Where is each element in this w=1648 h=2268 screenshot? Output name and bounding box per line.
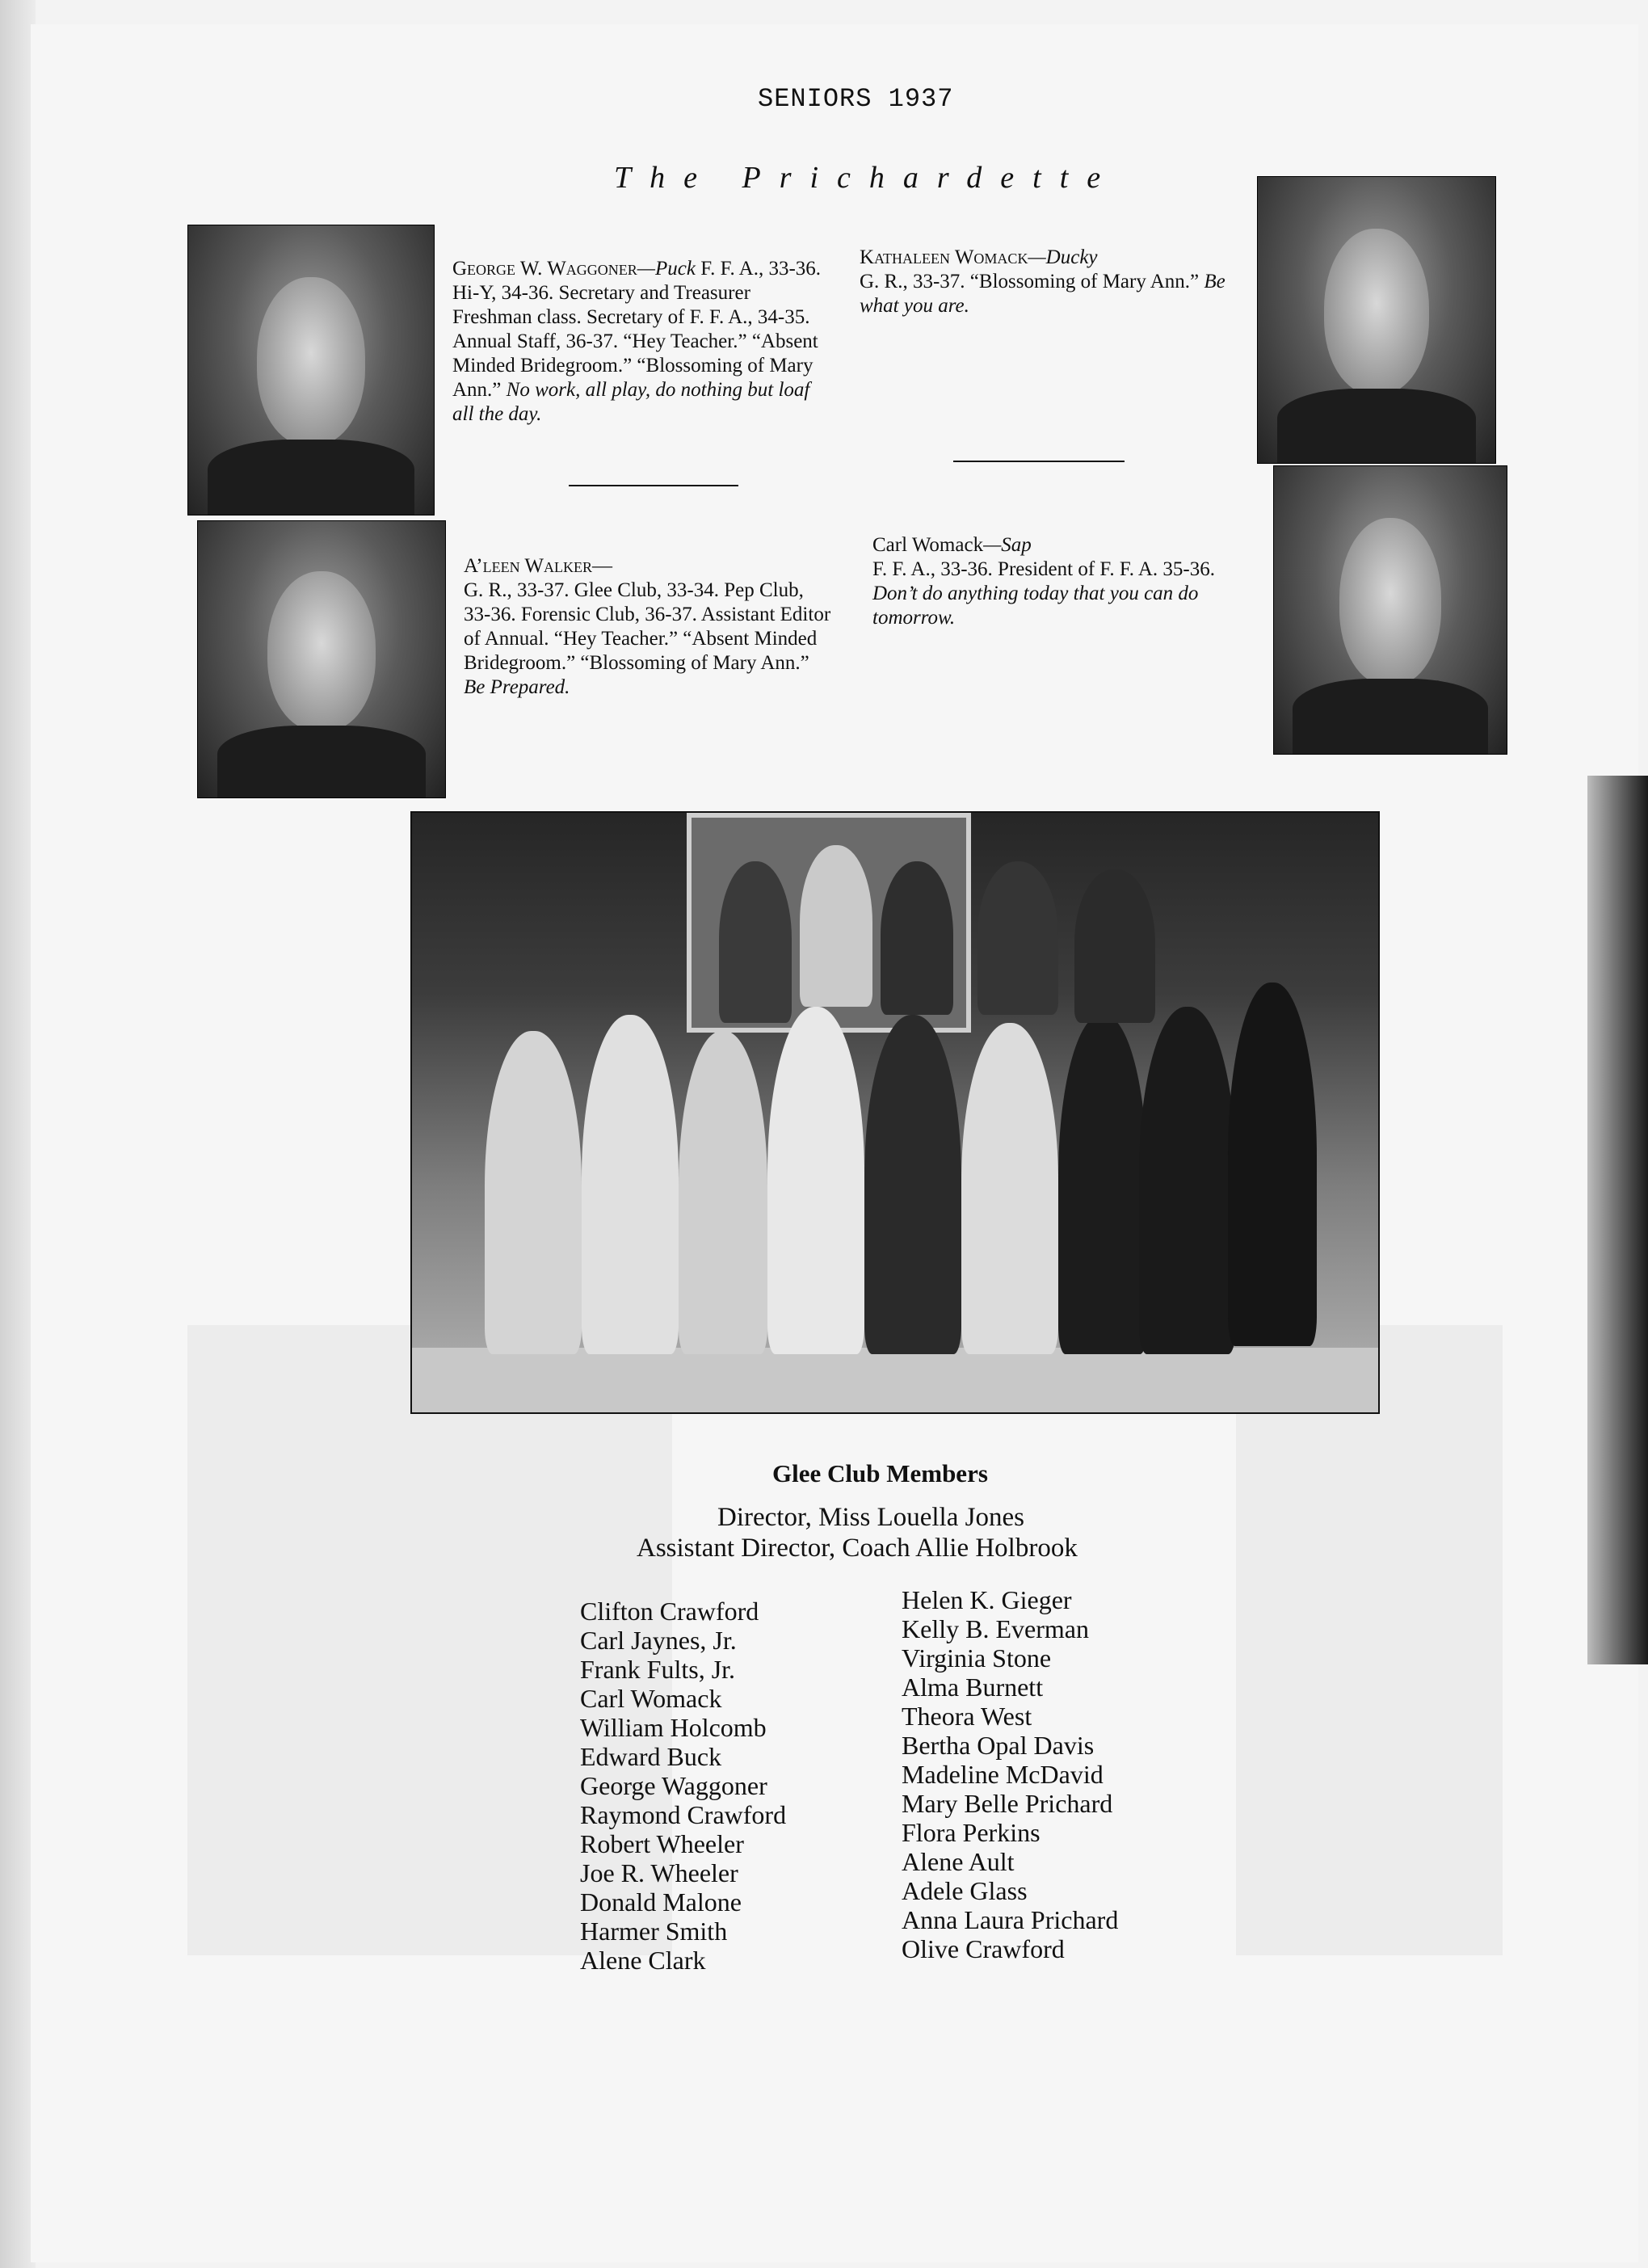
bio-name: George W. Waggoner — [452, 258, 637, 280]
member-name: Carl Womack — [580, 1684, 722, 1713]
photo-steps — [412, 1348, 1378, 1412]
bio-nickname: —Puck — [637, 258, 696, 280]
member-name: Carl Jaynes, Jr. — [580, 1626, 737, 1655]
member-name: Donald Malone — [580, 1887, 742, 1917]
bio-name: Kathaleen Womack — [860, 246, 1028, 268]
page-title: The Prichardette — [614, 161, 1120, 195]
scan-edge-shadow — [1587, 776, 1648, 1664]
photo-figure — [800, 845, 872, 1007]
member-name: Bertha Opal Davis — [902, 1731, 1095, 1760]
bio-text: F. F. A., 33-36. Hi-Y, 34-36. Secretary and Treasurer Freshman class. Secretary of F. F. A., 34-35. Annual Staff, 36-37. “Hey Teacher.” “Absent Minded Bridegroom.” “Blossoming of Mary Ann.” — [452, 258, 822, 401]
members-right-column — [902, 1585, 1118, 1963]
divider — [569, 485, 738, 486]
member-name: Harmer Smith — [580, 1917, 728, 1946]
portrait-carl-womack — [1273, 465, 1507, 755]
member-name: Madeline McDavid — [902, 1760, 1104, 1789]
glee-club-title: Glee Club Members — [772, 1459, 988, 1487]
portrait-george-waggoner — [187, 225, 435, 515]
member-name: Helen K. Gieger — [902, 1585, 1072, 1614]
glee-club-group-photo — [410, 811, 1380, 1414]
member-name: Joe R. Wheeler — [580, 1858, 738, 1887]
bleed-through-block — [1236, 1325, 1503, 1955]
divider — [953, 461, 1125, 462]
member-name: Frank Fults, Jr. — [580, 1655, 736, 1684]
member-name: Mary Belle Prichard — [902, 1789, 1113, 1818]
glee-assistant-director: Assistant Director, Coach Allie Holbrook — [637, 1534, 1078, 1563]
glee-director: Director, Miss Louella Jones — [717, 1503, 1024, 1532]
member-name: Anna Laura Prichard — [902, 1905, 1119, 1934]
member-name: Adele Glass — [902, 1876, 1028, 1905]
photo-figure — [1058, 1015, 1147, 1354]
member-name: George Waggoner — [580, 1771, 767, 1800]
photo-figure — [881, 861, 953, 1015]
members-left-column — [580, 1597, 786, 1975]
bio-carl-womack — [872, 533, 1260, 630]
member-name: Virginia Stone — [902, 1643, 1052, 1673]
photo-figure — [767, 1007, 864, 1354]
member-name: Kelly B. Everman — [902, 1614, 1089, 1643]
member-name: Alene Ault — [902, 1847, 1015, 1876]
photo-figure — [1139, 1007, 1236, 1354]
photo-figure — [485, 1031, 582, 1354]
page-header: SENIORS 1937 — [758, 84, 954, 114]
bio-name: Carl Womack — [872, 534, 984, 556]
photo-figure — [864, 1015, 961, 1354]
photo-figure — [719, 861, 792, 1023]
photo-figure — [1074, 869, 1155, 1023]
bio-motto: Don’t do anything today that you can do tomorrow. — [872, 583, 1199, 629]
member-name: Alene Clark — [580, 1946, 706, 1975]
photo-figure — [1228, 983, 1317, 1346]
member-name: Flora Perkins — [902, 1818, 1041, 1847]
member-name: Raymond Crawford — [580, 1800, 787, 1829]
member-name: Theora West — [902, 1702, 1032, 1731]
member-name: William Holcomb — [580, 1713, 767, 1742]
bio-aleen-walker — [464, 554, 835, 700]
bio-text: F. F. A., 33-36. President of F. F. A. 35-36. — [872, 558, 1215, 580]
bio-nickname: — — [591, 555, 612, 577]
portrait-kathaleen-womack — [1257, 176, 1496, 464]
photo-figure — [961, 1023, 1058, 1354]
bio-text: G. R., 33-37. Glee Club, 33-34. Pep Club, 33-36. Forensic Club, 36-37. Assistant Editor of Annual. “Hey Teacher.” “Absent Minded Bridegroom.” “Blossoming of Mary Ann.” — [464, 579, 831, 674]
member-name: Clifton Crawford — [580, 1597, 759, 1626]
bio-george-waggoner — [452, 257, 824, 427]
photo-figure — [582, 1015, 679, 1354]
portrait-aleen-walker — [197, 520, 446, 798]
bio-motto: Be Prepared. — [464, 676, 570, 698]
bio-nickname: —Sap — [983, 534, 1032, 556]
bio-motto: No work, all play, do nothing but loaf all the day. — [452, 379, 810, 425]
bio-motto: Be what you are. — [860, 271, 1225, 317]
photo-figure — [679, 1031, 767, 1354]
member-name: Edward Buck — [580, 1742, 722, 1771]
bio-kathaleen-womack — [860, 246, 1231, 318]
member-name: Robert Wheeler — [580, 1829, 744, 1858]
bio-nickname: —Ducky — [1028, 246, 1098, 268]
member-name: Olive Crawford — [902, 1934, 1065, 1963]
bio-name: A’leen Walker — [464, 555, 592, 577]
photo-figure — [977, 861, 1058, 1015]
bio-text: G. R., 33-37. “Blossoming of Mary Ann.” — [860, 271, 1200, 292]
member-name: Alma Burnett — [902, 1673, 1044, 1702]
